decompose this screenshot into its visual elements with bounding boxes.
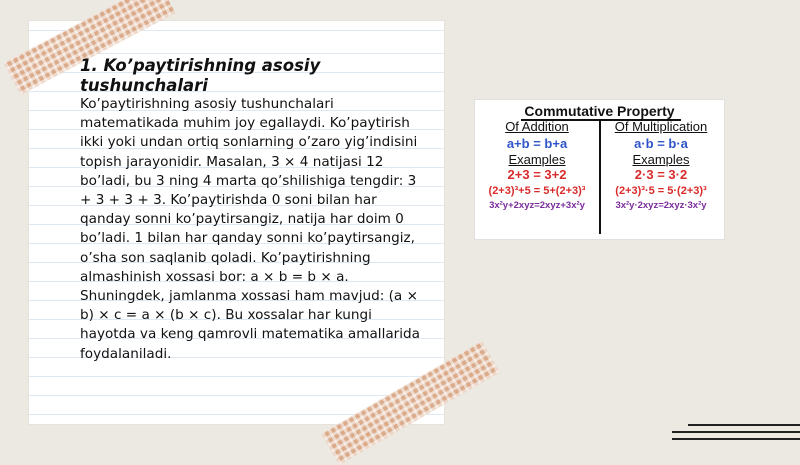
figure-title: Commutative Property: [524, 103, 675, 119]
addition-examples-label: Examples: [508, 152, 566, 167]
addition-column: [477, 119, 597, 213]
commutative-property-figure: [474, 99, 725, 240]
slide-title: 1. Ko’paytirishning asosiy tushunchalari: [80, 56, 321, 95]
decorative-rule: [672, 431, 800, 433]
multiplication-column: [601, 119, 721, 213]
addition-heading: Of Addition: [505, 119, 569, 134]
addition-example-3: 3x²y+2xyz=2xyz+3x²y: [489, 200, 585, 211]
addition-example-1: 2+3 = 3+2: [507, 167, 567, 182]
multiplication-formula: a·b = b·a: [634, 136, 688, 151]
decorative-rule: [688, 424, 800, 426]
slide-body-text: Ko’paytirishning asosiy tushunchalari matematikada muhim joy egallaydi. Ko’paytirish ikki yoki undan ortiq sonlarning o’zaro yig’indisini topish jarayonidir. Masalan, 3 × 4 natijasi 12 bo’ladi, bu 3 ning 4 marta qo’shilishiga tengdir: 3 + 3 + 3 + 3. Ko’paytirishda 0 soni bilan har qanday sonni ko’paytirsangiz, natija har doim 0 bo’ladi. 1 bilan har qanday sonni ko’paytirsangiz, o’sha son saqlanib qoladi. Ko’paytirishning almashinish xossasi bor: a × b = b × a. Shuningdek, jamlanma xossasi ham mavjud: (a × b) × c = a × (b × c). Bu xossalar har kungi hayotda va keng qamrovli matematika amallarida foydalaniladi.: [80, 96, 420, 362]
decorative-rules: [672, 424, 800, 445]
multiplication-heading: Of Multiplication: [614, 119, 708, 134]
multiplication-example-3: 3x²y·2xyz=2xyz·3x²y: [615, 200, 707, 211]
addition-formula: a+b = b+a: [506, 136, 568, 151]
multiplication-example-2: (2+3)³·5 = 5·(2+3)³: [615, 185, 707, 197]
multiplication-examples-label: Examples: [632, 152, 690, 167]
addition-example-2: (2+3)³+5 = 5+(2+3)³: [488, 185, 586, 197]
decorative-rule: [672, 438, 800, 440]
multiplication-example-1: 2·3 = 3·2: [634, 167, 688, 182]
